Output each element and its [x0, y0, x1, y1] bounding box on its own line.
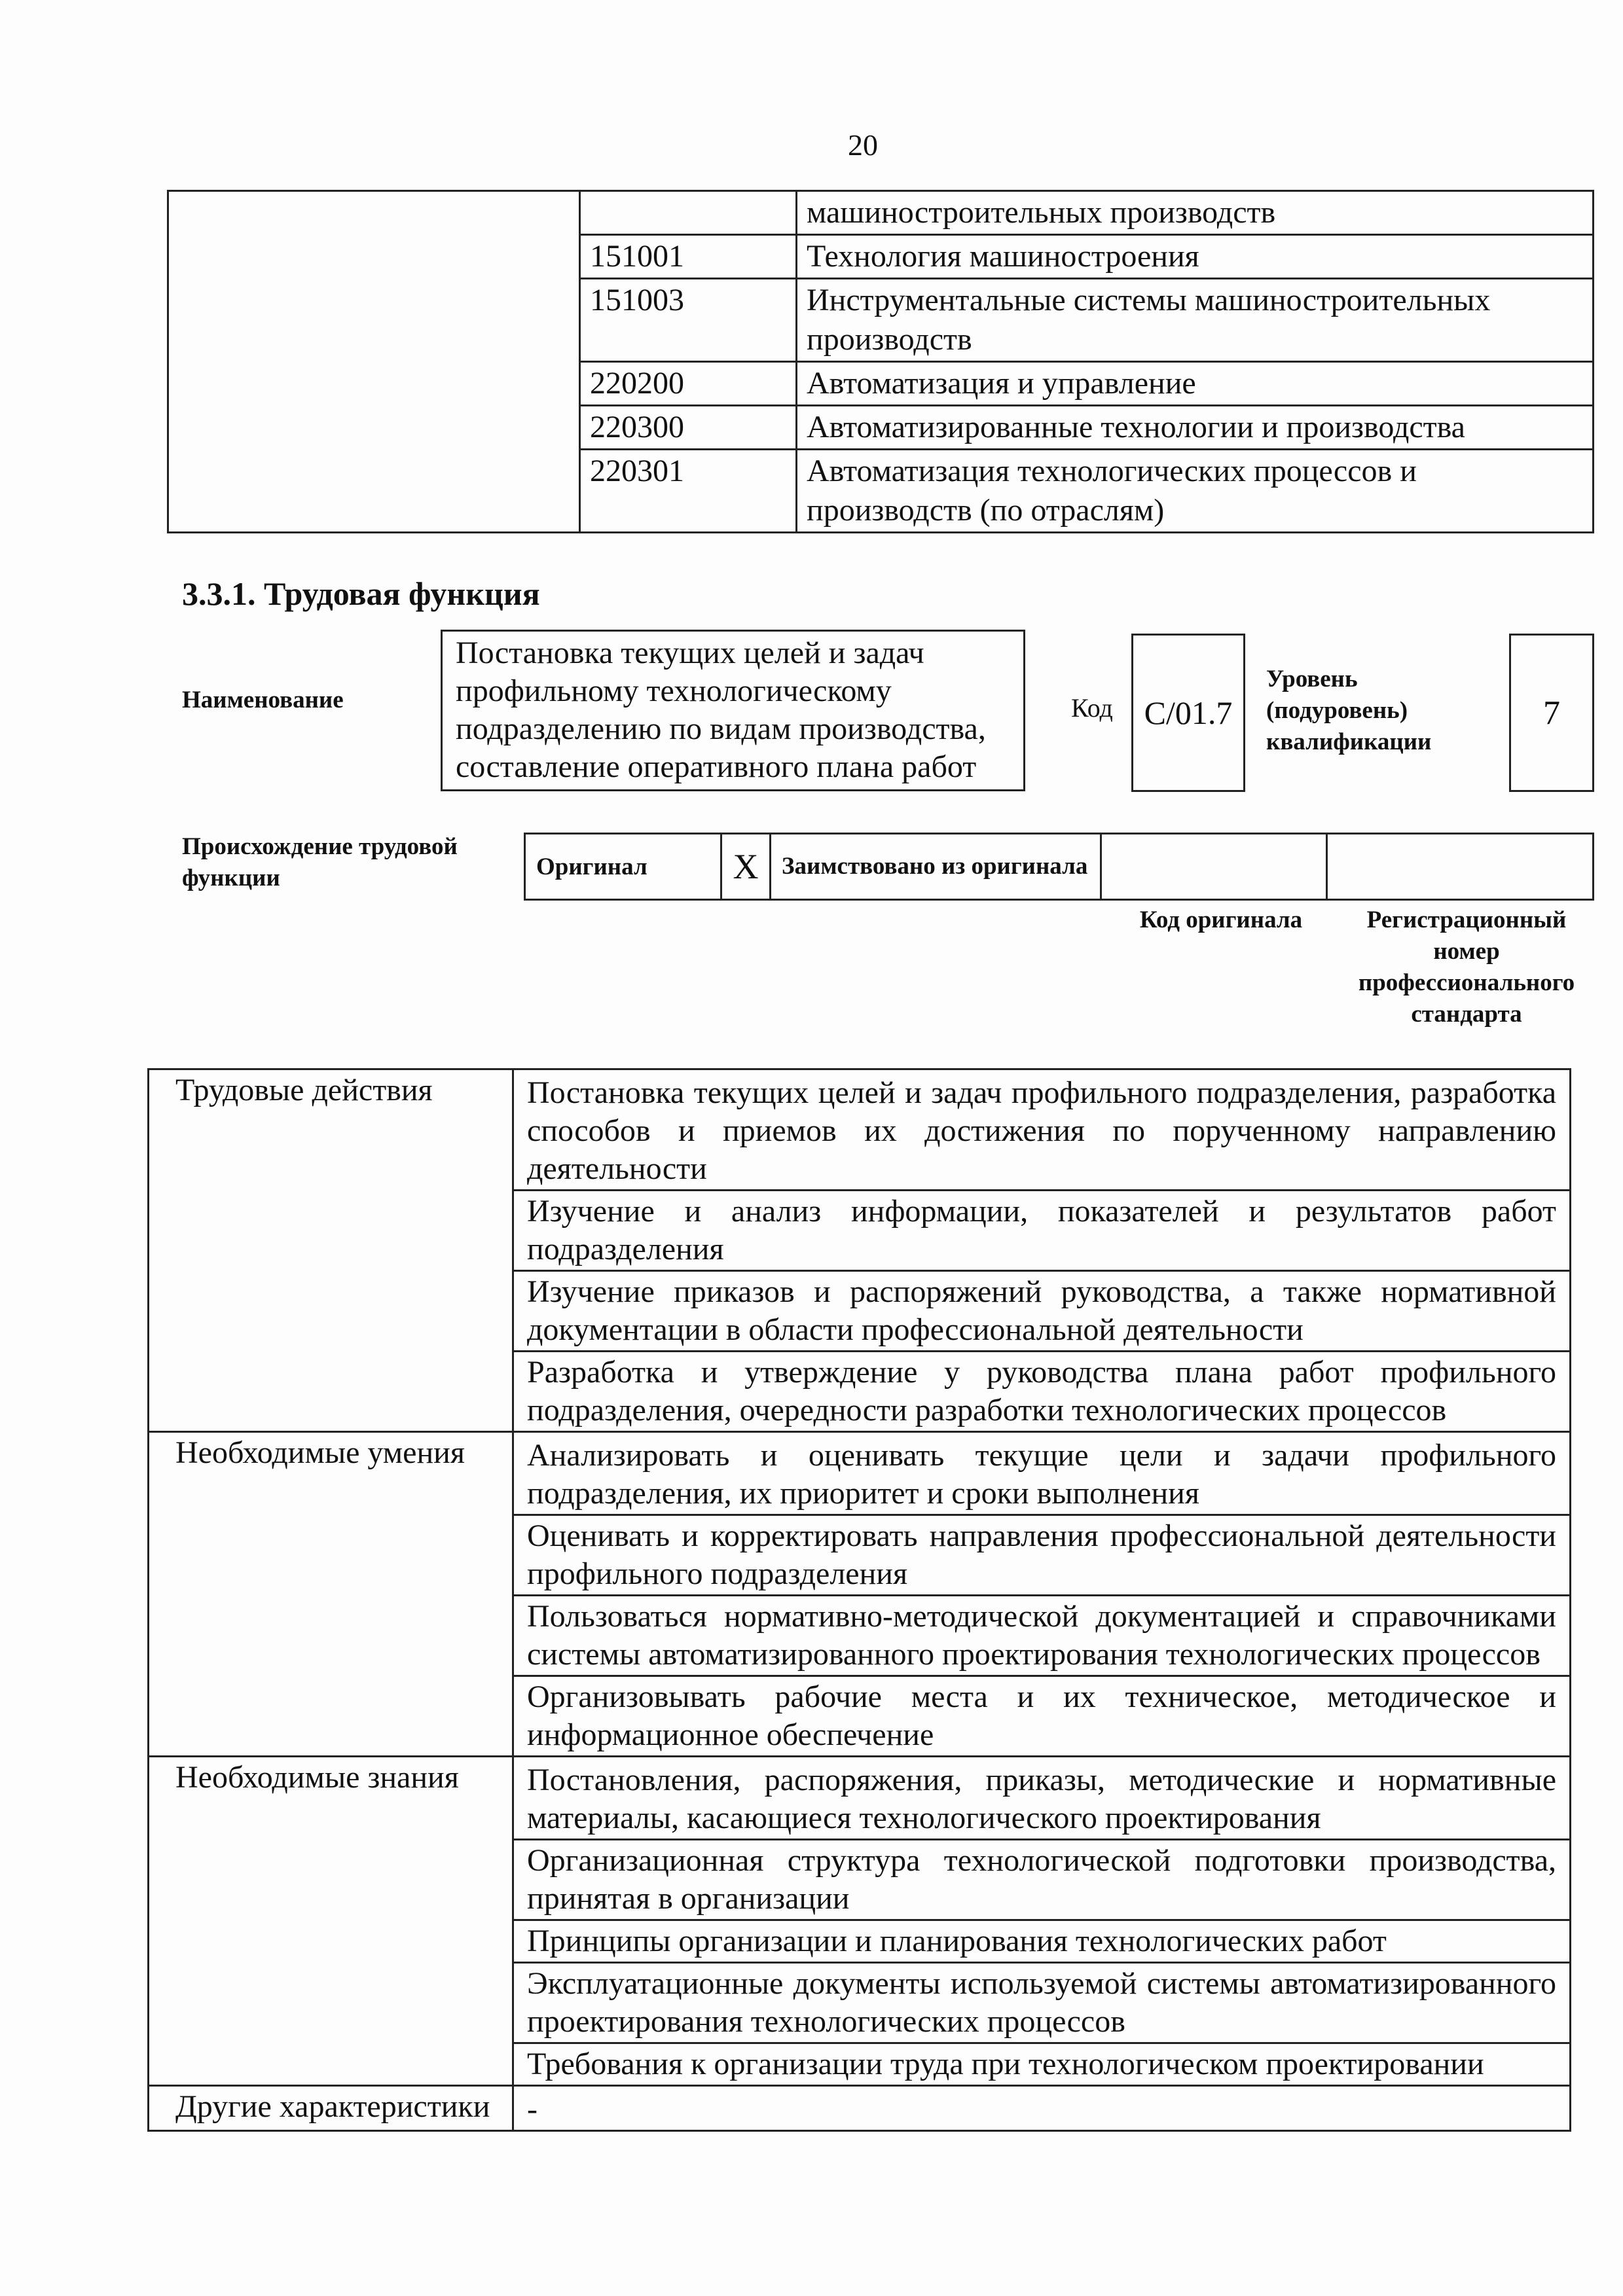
specialty-code: 220300: [580, 406, 797, 450]
qualification-level-label: Уровень (подуровень) квалификации: [1266, 666, 1432, 755]
qualification-level: 7: [1509, 634, 1594, 792]
specialty-name: Автоматизация и управление: [797, 362, 1594, 406]
name-label: Наименование: [182, 687, 344, 713]
original-mark: X: [721, 834, 771, 900]
borrowed-label: Заимствовано из оригинала: [771, 834, 1101, 900]
section-heading: Трудовые действия: [149, 1069, 513, 1432]
section-heading: Необходимые знания: [149, 1757, 513, 2086]
section-item: Изучение и анализ информации, показателей и результатов работ подразделения: [513, 1191, 1571, 1271]
specialty-code: 151003: [580, 279, 797, 362]
specialty-name: Инструментальные системы машиностроительных производств: [797, 279, 1594, 362]
section-item: Требования к организации труда при технологическом проектировании: [513, 2043, 1571, 2086]
origin-label: Происхождение трудовой функции: [182, 833, 458, 891]
section-item: Анализировать и оценивать текущие цели и задачи профильного подразделения, их приоритет и сроки выполнения: [513, 1432, 1571, 1515]
function-name: Постановка текущих целей и задач профильному технологическому подразделению по видам производства, составление оперативного плана работ: [441, 630, 1025, 791]
section-item: Постановка текущих целей и задач профильного подразделения, разработка способов и приемов их достижения по порученному направлению деятельности: [513, 1069, 1571, 1191]
section-item: Разработка и утверждение у руководства плана работ профильного подразделения, очередности разработки технологических процессов: [513, 1352, 1571, 1432]
specialty-code: 220301: [580, 450, 797, 533]
section-item: Принципы организации и планирования технологических работ: [513, 1920, 1571, 1963]
section-item: Оценивать и корректировать направления профессиональной деятельности профильного подразделения: [513, 1515, 1571, 1596]
section-title: 3.3.1. Трудовая функция: [182, 575, 540, 612]
specialties-table: [167, 190, 1594, 533]
section-item: -: [513, 2086, 1571, 2131]
section-heading: Другие характеристики: [149, 2086, 513, 2131]
detail-row: [149, 1432, 1571, 1515]
original-code-cell: [1101, 834, 1327, 900]
specialty-row: [168, 191, 1594, 235]
section-item: Организовывать рабочие места и их техническое, методическое и информационное обеспечение: [513, 1676, 1571, 1757]
registration-number-cell: [1327, 834, 1594, 900]
detail-row: [149, 1757, 1571, 1840]
specialty-code: 151001: [580, 235, 797, 279]
section-item: Изучение приказов и распоряжений руководства, а также нормативной документации в области профессиональной деятельности: [513, 1271, 1571, 1352]
specialty-name: машиностроительных производств: [797, 191, 1594, 235]
detail-row: [149, 2086, 1571, 2131]
specialty-name: Автоматизация технологических процессов и производств (по отраслям): [797, 450, 1594, 533]
page-number: 20: [848, 128, 878, 162]
blank-cell: [168, 191, 580, 533]
original-label: Оригинал: [525, 834, 721, 900]
labor-function-details-table: [147, 1068, 1571, 2132]
section-item: Эксплуатационные документы используемой системы автоматизированного проектирования технологических процессов: [513, 1963, 1571, 2043]
section-item: Пользоваться нормативно-методической документацией и справочниками системы автоматизированного проектирования технологических процессов: [513, 1596, 1571, 1676]
detail-row: [149, 1069, 1571, 1191]
origin-table: [524, 833, 1594, 901]
function-code: C/01.7: [1131, 634, 1245, 792]
code-caption: Код оригинала: [1139, 906, 1303, 933]
specialty-code: [580, 191, 797, 235]
section-item: Организационная структура технологической подготовки производства, принятая в организации: [513, 1840, 1571, 1920]
registration-caption: Регистрационный номер профессионального стандарта: [1358, 906, 1575, 1028]
specialty-code: 220200: [580, 362, 797, 406]
code-label: Код: [1071, 693, 1113, 723]
section-heading: Необходимые умения: [149, 1432, 513, 1757]
specialty-name: Технология машиностроения: [797, 235, 1594, 279]
section-item: Постановления, распоряжения, приказы, методические и нормативные материалы, касающиеся технологического проектирования: [513, 1757, 1571, 1840]
specialty-name: Автоматизированные технологии и производства: [797, 406, 1594, 450]
